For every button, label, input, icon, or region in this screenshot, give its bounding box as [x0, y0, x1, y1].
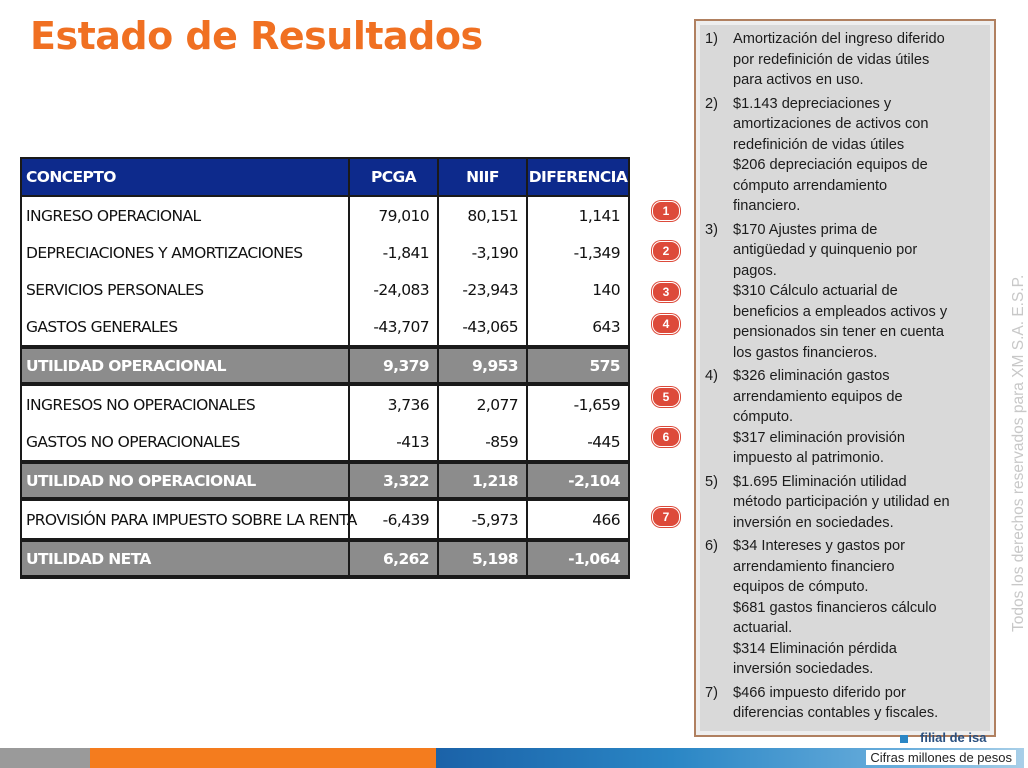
row-diff: 575 [527, 347, 629, 384]
row-niif: 9,953 [438, 347, 527, 384]
row-pcga: 3,736 [349, 384, 438, 423]
note-line: cómputo. [733, 409, 794, 425]
note-line: amortizaciones de activos con [733, 116, 929, 132]
note-line: $170 Ajustes prima de [733, 221, 878, 238]
note-line: $310 Cálculo actuarial de [733, 283, 898, 299]
row-niif: -43,065 [438, 308, 527, 347]
row-niif: -859 [438, 423, 527, 462]
note-line: $34 Intereses y gastos por [733, 538, 905, 554]
units-note: Cifras millones de pesos [866, 750, 1016, 765]
note-line: arrendamiento equipos de [733, 388, 903, 405]
row-niif: 1,218 [438, 462, 527, 499]
note-item [705, 683, 986, 724]
row-diff: -1,659 [527, 384, 629, 423]
row-pcga: 6,262 [349, 540, 438, 577]
row-niif: 5,198 [438, 540, 527, 577]
note-line: inversión en sociedades. [733, 514, 894, 531]
row-concept: SERVICIOS PERSONALES [21, 271, 349, 308]
row-diff: -1,064 [527, 540, 629, 577]
row-pcga: -1,841 [349, 234, 438, 271]
subtotal-row [21, 347, 629, 384]
note-item [705, 29, 986, 91]
header-niif: NIIF [438, 158, 527, 196]
note-item [705, 366, 986, 469]
row-concept: UTILIDAD NETA [21, 540, 349, 577]
note-line: $206 depreciación equipos de [733, 157, 928, 173]
notes-panel [694, 19, 996, 737]
row-pcga: 9,379 [349, 347, 438, 384]
header-diferencia: DIFERENCIA [527, 158, 629, 196]
note-number: 5) [705, 473, 718, 490]
table-row [21, 196, 629, 234]
note-line: inversión sociedades. [733, 661, 874, 677]
note-number: 4) [705, 368, 718, 384]
note-line: $317 eliminación provisión [733, 429, 905, 446]
note-line: diferencias contables y fiscales. [733, 705, 939, 721]
table-row [21, 271, 629, 308]
note-line: $466 impuesto diferido por [733, 684, 906, 701]
note-line: actuarial. [733, 620, 793, 636]
note-number: 2) [705, 95, 718, 112]
note-line: por redefinición de vidas útiles [733, 51, 930, 68]
note-line: impuesto al patrimonio. [733, 450, 884, 466]
header-pcga: PCGA [349, 158, 438, 196]
note-item [705, 220, 986, 364]
note-item [705, 472, 986, 534]
note-marker-5[interactable]: 5 [652, 387, 680, 407]
note-line: $314 Eliminación pérdida [733, 640, 897, 657]
row-concept: INGRESO OPERACIONAL [21, 196, 349, 234]
row-pcga: -6,439 [349, 499, 438, 540]
row-diff: -2,104 [527, 462, 629, 499]
row-concept: UTILIDAD OPERACIONAL [21, 347, 349, 384]
row-concept: GASTOS NO OPERACIONALES [21, 423, 349, 462]
note-line: cómputo arrendamiento [733, 177, 888, 194]
row-pcga: -43,707 [349, 308, 438, 347]
header-concepto: CONCEPTO [21, 158, 349, 196]
note-line: pensionados sin tener en cuenta [733, 324, 944, 340]
row-niif: -3,190 [438, 234, 527, 271]
note-number: 1) [705, 31, 718, 47]
total-row [21, 540, 629, 577]
notes-list [696, 21, 994, 724]
note-marker-3[interactable]: 3 [652, 282, 680, 302]
row-pcga: -24,083 [349, 271, 438, 308]
footer-bar-gray [0, 748, 90, 768]
row-diff: 643 [527, 308, 629, 347]
note-line: pagos. [733, 262, 777, 279]
note-line: los gastos financieros. [733, 344, 878, 361]
row-concept: GASTOS GENERALES [21, 308, 349, 347]
note-item [705, 94, 986, 217]
note-line: equipos de cómputo. [733, 579, 869, 595]
note-marker-1[interactable]: 1 [652, 201, 680, 221]
note-line: método participación y utilidad en [733, 494, 950, 510]
note-line: antigüedad y quinquenio por [733, 242, 918, 258]
isa-logo-text: filial de isa [920, 730, 987, 745]
income-statement-table [20, 157, 630, 579]
table-header-row [21, 158, 629, 196]
note-line: redefinición de vidas útiles [733, 136, 905, 153]
row-diff: -445 [527, 423, 629, 462]
copyright-watermark: Todos los derechos reservados para XM S.A. E.S.P. [1010, 274, 1027, 632]
page-title: Estado de Resultados [30, 14, 483, 58]
note-line: $681 gastos financieros cálculo [733, 599, 937, 616]
note-number: 7) [705, 684, 718, 701]
row-pcga: 79,010 [349, 196, 438, 234]
note-line: $326 eliminación gastos [733, 368, 890, 384]
table-row [21, 308, 629, 347]
note-number: 3) [705, 221, 718, 238]
row-diff: 466 [527, 499, 629, 540]
note-line: financiero. [733, 198, 801, 214]
row-diff: -1,349 [527, 234, 629, 271]
subtotal-row [21, 462, 629, 499]
row-concept: INGRESOS NO OPERACIONALES [21, 384, 349, 423]
table-row [21, 499, 629, 540]
row-pcga: 3,322 [349, 462, 438, 499]
note-number: 6) [705, 538, 718, 554]
row-niif: 80,151 [438, 196, 527, 234]
table-row [21, 234, 629, 271]
row-concept: DEPRECIACIONES Y AMORTIZACIONES [21, 234, 349, 271]
isa-logo-icon [900, 735, 908, 743]
note-line: Amortización del ingreso diferido [733, 31, 945, 47]
row-niif: 2,077 [438, 384, 527, 423]
row-concept: UTILIDAD NO OPERACIONAL [21, 462, 349, 499]
row-diff: 140 [527, 271, 629, 308]
table-row [21, 384, 629, 423]
note-marker-6[interactable]: 6 [652, 427, 680, 447]
table-row [21, 423, 629, 462]
row-diff: 1,141 [527, 196, 629, 234]
note-line: arrendamiento financiero [733, 558, 895, 575]
row-pcga: -413 [349, 423, 438, 462]
row-niif: -5,973 [438, 499, 527, 540]
row-concept: PROVISIÓN PARA IMPUESTO SOBRE LA RENTA [21, 499, 349, 540]
row-niif: -23,943 [438, 271, 527, 308]
note-marker-2[interactable]: 2 [652, 241, 680, 261]
note-item [705, 536, 986, 680]
note-line: $1.695 Eliminación utilidad [733, 473, 907, 490]
note-line: para activos en uso. [733, 72, 864, 88]
note-line: $1.143 depreciaciones y [733, 95, 892, 112]
note-marker-7[interactable]: 7 [652, 507, 680, 527]
note-marker-4[interactable]: 4 [652, 314, 680, 334]
footer-bar-orange [90, 748, 436, 768]
note-line: beneficios a empleados activos y [733, 303, 948, 320]
